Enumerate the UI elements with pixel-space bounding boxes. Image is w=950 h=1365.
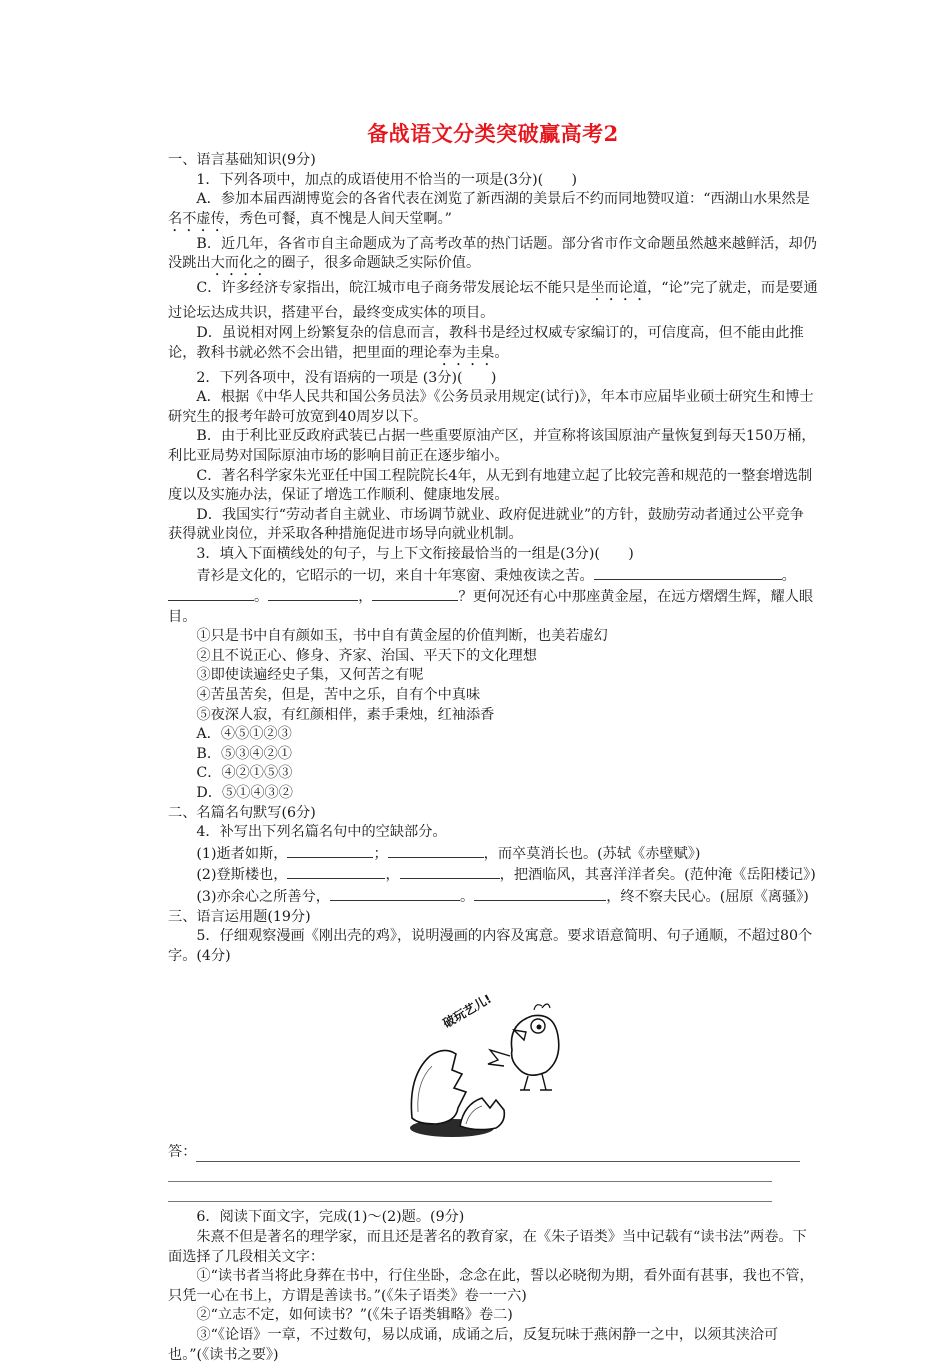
section-heading: 三、语言运用题(19分) bbox=[168, 908, 311, 925]
section-heading: 一、语言基础知识(9分) bbox=[168, 152, 316, 168]
q6-paragraph: ②“立志不定，如何读书？”(《朱子语类辑略》卷二) bbox=[196, 1307, 513, 1324]
q6-paragraph: ③“《论语》一章，不过数句，易以成诵，成诵之后，反复玩味于燕闲静一之中，以须其浃洽可也。”(《读书之要》) bbox=[168, 1326, 779, 1363]
text-span: ， bbox=[385, 867, 400, 884]
question-3: 3．填入下面横线处的句子，与上下文衔接最恰当的一组是(3分)( ) bbox=[196, 545, 634, 562]
fill-blank[interactable] bbox=[400, 864, 500, 879]
section-heading: 二、名篇名句默写(6分) bbox=[168, 804, 316, 821]
dotted-idiom: 奉为圭臬 bbox=[437, 344, 495, 361]
text-span: ？更何况还有心中那座黄金屋，在远方熠熠生辉，耀人眼目。 bbox=[168, 589, 814, 625]
page-title: 备战语文分类突破赢高考2 bbox=[367, 121, 619, 146]
fill-blank[interactable] bbox=[287, 843, 373, 858]
q2-option-a: A．根据《中华人民共和国公务员法》《公务员录用规定(试行)》，年本市应届毕业硕士研究生和博士研究生的报考年龄可放宽到40周岁以下。 bbox=[168, 389, 814, 425]
q1-option-d bbox=[168, 324, 818, 369]
q3-item: ①只是书中自有颜如玉，书中自有黄金屋的价值判断，也美若虚幻 bbox=[196, 628, 608, 645]
q3-item: ④苦虽苦矣，但是，苦中之乐，自有个中真味 bbox=[196, 687, 481, 704]
question-6: 6．阅读下面文字，完成(1)～(2)题。(9分) bbox=[196, 1209, 465, 1226]
text-span: ，把酒临风，其喜洋洋者矣。(范仲淹《岳阳楼记》) bbox=[499, 867, 816, 884]
q3-choice-a: A．④⑤①②③ bbox=[196, 726, 292, 743]
text-span: ，终不察夫民心。(屈原《离骚》) bbox=[606, 889, 809, 905]
q2-option-b: B．由于利比亚反政府武装已占据一些重要原油产区，并宣称将该国原油产量恢复到每天150万桶，利比亚局势对国际原油市场的影响目前正在逐步缩小。 bbox=[168, 428, 816, 464]
answer-line[interactable] bbox=[168, 1181, 772, 1182]
text-span: ，秀色可餐，真不愧是人间天堂啊。” bbox=[224, 210, 452, 227]
question-2: 2．下列各项中，没有语病的一项是 (3分)( ) bbox=[196, 369, 497, 386]
q2-option-d: D．我国实行“劳动者自主就业、市场调节就业、政府促进就业”的方针，鼓励劳动者通过公平竞争获得就业岗位，并采取各种措施促进市场导向就业机制。 bbox=[168, 506, 804, 543]
text-span: (1)逝者如斯， bbox=[196, 845, 288, 862]
question-4: 4．补写出下列名篇名句中的空缺部分。 bbox=[196, 824, 447, 841]
q3-item: ⑤夜深人寂，有红颜相伴，素手秉烛，红袖添香 bbox=[196, 706, 495, 723]
document-page bbox=[168, 118, 818, 1365]
text-span: ，“论”完了就走，而是要通过论坛达成共识，搭建平台，最终变成实体的项目。 bbox=[168, 280, 818, 322]
text-span: 。 bbox=[254, 589, 269, 606]
question-1: 1．下列各项中，加点的成语使用不恰当的一项是(3分)( ) bbox=[196, 171, 578, 188]
text-span: (3)亦余心之所善兮， bbox=[196, 889, 330, 905]
q4-item-3 bbox=[168, 886, 818, 908]
q4-item-1 bbox=[168, 843, 818, 865]
fill-blank[interactable] bbox=[714, 565, 782, 580]
text-span: 。 bbox=[494, 344, 509, 361]
q3-choice-c: C．④②①⑤③ bbox=[196, 765, 293, 782]
text-span: D．虽说相对网上纷繁复杂的信息而言，教科书是经过权威专家编订的，可信度高，但不能由此推论，教科书就必然不会出错，把里面的理论 bbox=[168, 324, 804, 361]
fill-blank[interactable] bbox=[388, 843, 484, 858]
fill-blank[interactable] bbox=[330, 886, 460, 901]
chick-pupil bbox=[537, 1025, 542, 1030]
text-span: A．参加本届西湖博览会的各省代表在浏览了新西湖的美景后不约而同地赞叹道：“西湖山水果然是 bbox=[196, 191, 810, 208]
dotted-idiom: 坐而论道 bbox=[590, 280, 648, 297]
text-span: 的圈子，很多命题缺乏实际价值。 bbox=[267, 255, 481, 272]
fill-blank[interactable] bbox=[474, 886, 606, 901]
eggshell-left bbox=[411, 1051, 466, 1125]
text-span: (2)登斯楼也， bbox=[196, 867, 288, 884]
q2-option-c: C．著名科学家朱光亚任中国工程院院长4年，从无到有地建立起了比较完善和规范的一整套增选制度以及实施办法，保证了增选工作顺利、健康地发展。 bbox=[168, 467, 813, 504]
chick-wing bbox=[488, 1050, 510, 1066]
dotted-idiom: 名不虚传 bbox=[168, 210, 225, 227]
eggshell-right bbox=[460, 1098, 504, 1130]
dotted-idiom: 大而化之 bbox=[210, 255, 268, 272]
text-span: ，而卒莫消长也。(苏轼《赤壁赋》) bbox=[483, 845, 701, 862]
text-span: B．近几年，各省市自主命题成为了高考改革的热门话题。部分省市作文命题虽然越来越鲜活，却仍没跳出 bbox=[168, 235, 817, 272]
q6-paragraph: ①“读书者当将此身葬在书中，行住坐卧，念念在此，誓以必晓彻为期，看外面有甚事，我也不管，只凭一心在书上，方谓是善读书。”(《朱子语类》卷一一六) bbox=[168, 1268, 814, 1304]
fill-blank[interactable] bbox=[594, 565, 714, 580]
text-span: 青衫是文化的，它昭示的一切，来自十年寒窗、秉烛夜读之苦。 bbox=[196, 567, 594, 584]
text-span: ； bbox=[373, 845, 388, 862]
q1-option-c bbox=[168, 279, 818, 324]
q4-item-2 bbox=[168, 864, 818, 886]
q3-passage bbox=[168, 565, 818, 628]
q1-option-a bbox=[168, 190, 818, 235]
fill-blank[interactable] bbox=[372, 586, 458, 601]
fill-blank[interactable] bbox=[168, 586, 254, 601]
chick-legs bbox=[520, 1074, 552, 1090]
q3-item: ③即使读遍经史子集，又何苦之有呢 bbox=[196, 667, 424, 684]
question-5: 5．仔细观察漫画《刚出壳的鸡》，说明漫画的内容及寓意。要求语意简明、句子通顺，不超过80个字。(4分) bbox=[168, 928, 813, 964]
q3-item: ②且不说正心、修身、齐家、治国、平天下的文化理想 bbox=[196, 647, 537, 664]
chick-tuft bbox=[534, 1004, 550, 1010]
text-span: 。 bbox=[460, 889, 475, 905]
answer-line[interactable] bbox=[196, 1160, 800, 1162]
answer-line[interactable] bbox=[168, 1201, 772, 1202]
q1-option-b bbox=[168, 235, 818, 280]
cartoon-speech-text: 破玩艺儿! bbox=[440, 992, 494, 1031]
q3-choice-b: B．⑤③④②① bbox=[196, 745, 292, 762]
fill-blank[interactable] bbox=[287, 864, 385, 879]
cartoon-image bbox=[386, 980, 586, 1140]
q6-paragraph: 朱熹不但是著名的理学家，而且还是著名的教育家，在《朱子语类》当中记载有“读书法”两卷。下面选择了几段相关文字： bbox=[168, 1228, 807, 1265]
text-span: C．许多经济专家指出，皖江城市电子商务带发展论坛不能只是 bbox=[196, 280, 591, 297]
fill-blank[interactable] bbox=[268, 586, 358, 601]
text-span: ， bbox=[358, 589, 373, 606]
answer-area bbox=[168, 1142, 818, 1162]
q3-choice-d: D．⑤①④③② bbox=[196, 785, 293, 802]
chick-cartoon bbox=[386, 980, 586, 1140]
text-span: 。 bbox=[781, 567, 796, 584]
answer-label: 答： bbox=[168, 1144, 197, 1161]
